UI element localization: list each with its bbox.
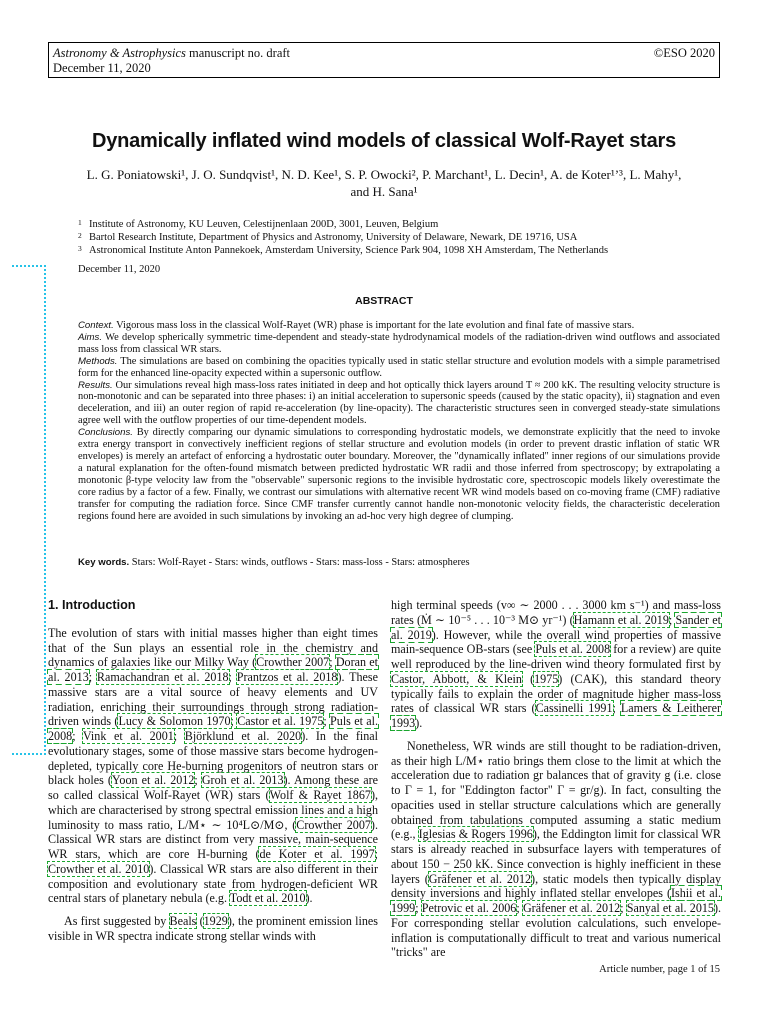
aims-label: Aims.: [78, 331, 102, 343]
citation-link[interactable]: Lamers & Leitherer 1993: [391, 701, 721, 730]
intro-paragraph-continued: [391, 598, 721, 731]
citation-link[interactable]: Gräfener et al. 2012: [522, 901, 621, 915]
authors-line-1: L. G. Poniatowski¹, J. O. Sundqvist¹, N. D. Kee¹, S. P. Owocki², P. Marchant¹, L. Decin¹, A. de Koter¹ʼ³, L. Mahy¹,: [86, 167, 682, 182]
methods-text: The simulations are based on combining the opacities typically used in static stellar structure and evolution models with a simple parametrised form for the enhanced line-opacity expected within a supersonic outflow.: [78, 355, 720, 379]
body-text: ;: [612, 701, 621, 716]
authors-line-2: and H. Sana¹: [350, 184, 418, 199]
intro-paragraph-2: [48, 914, 378, 944]
received-date: December 11, 2020: [78, 264, 161, 275]
body-text: As first suggested by: [64, 914, 170, 928]
abstract-methods: [78, 356, 720, 380]
citation-link[interactable]: Vink et al. 2001: [82, 729, 174, 743]
affiliation-1: [78, 218, 718, 231]
citation-link[interactable]: Hamann et al. 2019: [573, 612, 669, 627]
paper-title: Dynamically inflated wind models of classical Wolf-Rayet stars: [91, 130, 677, 152]
citation-link[interactable]: Ramachandran et al. 2018: [96, 670, 229, 684]
body-text: ;: [516, 901, 523, 915]
abstract-results: [78, 380, 720, 428]
header-date: December 11, 2020: [53, 61, 151, 75]
left-column: [48, 598, 378, 944]
citation-link[interactable]: Petrovic et al. 2006: [421, 901, 517, 915]
body-text: ;: [88, 670, 97, 684]
section-heading-introduction: 1. Introduction: [48, 598, 136, 612]
body-text: high terminal speeds (v∞ ∼ 2000 . . . 3000 km s⁻¹) and mass-loss rates (Ṁ ∼ 10⁻⁵ . . . 10⁻³ M⊙ yr⁻¹) (: [391, 598, 721, 627]
citation-link[interactable]: Sanyal et al. 2015: [626, 901, 714, 915]
conclusions-label: Conclusions.: [78, 427, 133, 439]
body-text: ;: [230, 714, 238, 729]
citation-link[interactable]: Sander et al. 2019: [391, 612, 721, 642]
body-text: ). Classical WR stars are distinct from very massive, main-sequence WR stars, which are core H-burning (: [48, 817, 378, 861]
journal-header-box: [48, 42, 720, 78]
methods-label: Methods.: [78, 355, 118, 367]
body-text: Nonetheless, WR winds are still thought to be radiation-driven, as their high L/M⋆ ratio brings them close to the limit at which the acceleration due to radiation gr balances that of gravity g (i.e. close to Γ = 1, for "Eddington factor" Γ = gr/g). In fact, consulting the opacities used in stellar structure calculations which are generally obtained from tabulations computed assuming a static medium (e.g.,: [391, 738, 721, 842]
body-text: (: [196, 914, 204, 928]
body-text: ). These massive stars are a vital source of heavy elements and UV radiation, enriching their surroundings through strong radiation-driven winds (: [48, 670, 378, 729]
abstract: [78, 320, 720, 522]
citation-link[interactable]: Lucy & Solomon 1970: [118, 714, 231, 729]
body-text: ), the Eddington limit for classical WR stars is already reached in subsurface layers with temperatures of about 150 − 250 kK. Since convection is highly inefficient in these layers (: [391, 827, 721, 886]
affiliation-number: 1: [78, 218, 82, 227]
affiliation-3: [78, 244, 718, 257]
citation-link[interactable]: 1975: [534, 671, 559, 686]
affiliation-number: 2: [78, 231, 82, 240]
citation-link[interactable]: Todt et al. 2010: [229, 891, 306, 906]
body-text: ;: [173, 729, 185, 743]
citation-link[interactable]: Yoon et al. 2012: [111, 773, 195, 788]
abstract-conclusions: [78, 427, 720, 522]
body-text: ;: [228, 670, 237, 684]
citation-link[interactable]: Iglesias & Rogers 1996: [418, 827, 533, 842]
body-text: ;: [323, 714, 331, 729]
body-text: ;: [194, 773, 202, 788]
body-text: ). However, while the overall wind properties of massive main-sequence OB-stars (see: [391, 627, 722, 657]
keywords: [78, 557, 720, 568]
body-text: ;: [668, 612, 676, 627]
results-text: Our simulations reveal high mass-loss rates initiated in deep and hot optically thick layers around T ≈ 200 kK. The resulting velocity structure is non-monotonic and can be separated into three phases: i) an initial acceleration to supersonic speeds (caused by the static opacity), ii) stagnation and even deceleration, and iii) an outer region of rapid re-acceleration (by line-opacity). The characteristic structures seen in converged steady-state simulations agree well with the outflow properties of our time-dependent models.: [78, 379, 720, 427]
selection-highlight-frame: [12, 265, 46, 755]
citation-link[interactable]: de Koter et al. 1997: [259, 847, 375, 861]
journal-name: Astronomy & Astrophysics: [53, 46, 186, 60]
keywords-text: Stars: Wolf-Rayet - Stars: winds, outflows - Stars: mass-loss - Stars: atmospheres: [131, 557, 470, 568]
citation-link[interactable]: Castor et al. 1975: [237, 714, 324, 729]
body-text: ;: [329, 655, 336, 670]
affiliation-text: Bartol Research Institute, Department of Physics and Astronomy, University of Delaware, Newark, DE 19716, USA: [89, 232, 578, 243]
abstract-heading: ABSTRACT: [355, 295, 413, 307]
body-text: ;: [415, 901, 422, 915]
keywords-label: Key words.: [78, 557, 130, 568]
journal-line: [53, 46, 290, 61]
affiliation-text: Institute of Astronomy, KU Leuven, Celestijnenlaan 200D, 3001, Leuven, Belgium: [89, 219, 439, 230]
affiliation-number: 3: [78, 244, 82, 253]
manuscript-label: manuscript no. draft: [185, 46, 291, 60]
body-text: The evolution of stars with initial masses higher than eight times that of the Sun plays an essential role in the chemistry and dynamics of galaxies like our Milky Way (: [48, 625, 378, 670]
citation-link[interactable]: Crowther 2007: [256, 655, 330, 670]
aims-text: We develop spherically symmetric time-dependent and steady-state hydrodynamical models of the radiation-driven wind outflows and associated mass loss from classical WR stars.: [78, 331, 720, 355]
body-text: ;: [72, 729, 83, 743]
body-text: ), the prominent emission lines visible in WR spectra indicate strong stellar winds with: [48, 914, 378, 943]
citation-link[interactable]: Puls et al. 2008: [535, 642, 611, 657]
citation-link[interactable]: 1929: [203, 914, 228, 928]
context-label: Context.: [78, 320, 114, 331]
citation-link[interactable]: Ishii et al. 1999: [391, 886, 721, 915]
body-text: ). For corresponding stellar evolution calculations, such envelope-inflation is computationally difficult to treat and various numerical "tricks" are: [391, 901, 722, 960]
body-text: ) (CAK), this standard theory typically fails to explain the order of magnitude higher mass-loss rates of classical WR stars (: [391, 671, 721, 716]
context-text: Vigorous mass loss in the classical Wolf-Rayet (WR) phase is important for the late evolution and final fate of massive stars.: [113, 320, 635, 331]
intro-paragraph-3: [391, 739, 721, 960]
body-text: ), which are characterised by strong spectral emission lines and a high luminosity to mass ratio, L/M⋆ ∼ 10⁴L⊙/M⊙, (: [48, 788, 378, 832]
page-footer: Article number, page 1 of 15: [599, 964, 720, 975]
body-text: ).: [415, 716, 423, 730]
copyright: ©ESO 2020: [653, 46, 715, 60]
citation-link[interactable]: Cassinelli 1991: [535, 701, 613, 716]
citation-link[interactable]: Crowther 2007: [296, 817, 371, 832]
body-text: ;: [620, 901, 627, 915]
abstract-aims: [78, 332, 720, 356]
right-column: [391, 598, 721, 960]
affiliations: [78, 218, 718, 257]
body-text: ), static models then typically display density inversions and highly inflated stellar envelopes (: [391, 871, 721, 901]
body-text: ). In the final evolutionary stages, some of those massive stars become hydrogen-depleted, typically core He-burning progenitors of neutron stars or black holes (: [48, 729, 379, 788]
intro-paragraph-1: [48, 626, 378, 906]
citation-link[interactable]: Wolf & Rayet 1867: [269, 788, 371, 802]
citation-link[interactable]: Castor, Abbott, & Klein: [391, 671, 522, 686]
body-text: ;: [374, 847, 378, 861]
affiliation-2: [78, 231, 718, 244]
affiliation-text: Astronomical Institute Anton Pannekoek, Amsterdam University, Science Park 904, 1098 XH Amsterdam, The Netherlands: [89, 245, 609, 256]
citation-link[interactable]: Crowther et al. 2010: [48, 861, 150, 876]
body-text: ). Among these are so called classical Wolf-Rayet (WR) stars (: [48, 773, 378, 802]
abstract-context: [78, 320, 720, 332]
body-text: ).: [305, 891, 313, 906]
citation-link[interactable]: Prantzos et al. 2018: [236, 670, 338, 684]
citation-link[interactable]: Björklund et al. 2020: [184, 729, 302, 743]
citation-link[interactable]: Puls et al. 2008: [48, 714, 378, 743]
author-list: [48, 166, 720, 200]
body-text: (: [521, 671, 535, 686]
results-label: Results.: [78, 379, 113, 391]
body-text: for a review) are quite well reproduced by the line-driven wind theory formulated first by: [391, 642, 722, 671]
citation-link[interactable]: Beals: [169, 914, 197, 928]
conclusions-text: By directly comparing our dynamic simulations to corresponding hydrostatic models, we demonstrate explicitly that the need to invoke extra energy transport in convectively inefficient regions of stellar structure and evolution models (in order to prevent drastic inflation of static WR envelopes) is merely an artefact of enforcing a hydrostatic outer boundary. Moreover, the "dynamically inflated" inner regions of our simulations provide a natural explanation for the often-found mismatch between predicted hydrostatic WR radii and those inferred from spectroscopy; by extrapolating a monotonic β-type velocity law from the "observable" supersonic regions to the invisible hydrostatic core, spectroscopic models likely overestimate the core radius by a factor of a few. Finally, we contrast our simulations with alternative recent WR wind models based on co-moving frame (CMF) radiative transfer for computing the radiation force. Since CMF transfer currently cannot handle non-monotonic velocity fields, the characteristic deceleration regions found here are avoided in such simulations by invoking an ad-hoc very high degree of clumping.: [78, 427, 720, 522]
body-text: ). Classical WR stars are also different in their composition and evolutionary state from hydrogen-deficient WR central stars of planetary nebula (e.g.: [48, 861, 378, 906]
citation-link[interactable]: Doran et al. 2013: [48, 655, 378, 684]
citation-link[interactable]: Gräfener et al. 2012: [428, 871, 532, 886]
citation-link[interactable]: Groh et al. 2013: [201, 773, 284, 788]
